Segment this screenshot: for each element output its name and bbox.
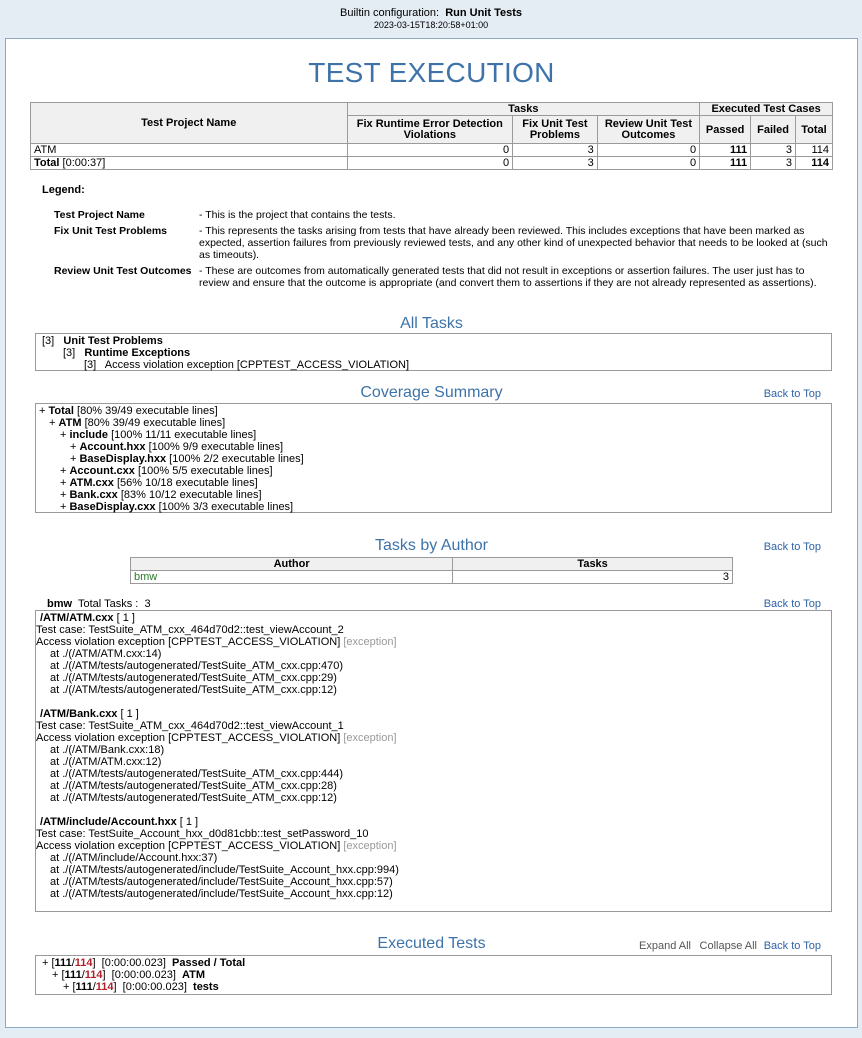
- tasks-by-author-title: Tasks by Author: [375, 537, 488, 554]
- coverage-node[interactable]: + ATM.cxx [56% 10/18 executable lines]: [60, 477, 258, 489]
- task-node-access-violation[interactable]: [3] Access violation exception [CPPTEST_ACCESS_VIOLATION]: [84, 359, 410, 371]
- legend: [54, 209, 834, 293]
- back-to-top-link[interactable]: Back to Top: [763, 940, 821, 952]
- config-name: Run Unit Tests: [445, 7, 522, 19]
- task-node-runtime-exceptions[interactable]: [3] Runtime Exceptions: [63, 347, 191, 359]
- coverage-node[interactable]: + ATM [80% 39/49 executable lines]: [49, 417, 226, 429]
- back-to-top-link[interactable]: Back to Top: [763, 598, 821, 610]
- coverage-node[interactable]: + Account.cxx [100% 5/5 executable lines]: [60, 465, 273, 477]
- col-tasks-header: Tasks: [347, 103, 700, 116]
- col-executed-header: Executed Test Cases: [700, 103, 833, 116]
- coverage-node[interactable]: + BaseDisplay.cxx [100% 3/3 executable lines]: [60, 501, 294, 513]
- back-to-top-link[interactable]: Back to Top: [763, 388, 821, 400]
- col-project-header: Test Project Name: [31, 103, 348, 144]
- expand-all-link[interactable]: Expand All: [639, 940, 691, 952]
- legend-title: Legend:: [42, 184, 85, 196]
- coverage-node[interactable]: + Bank.cxx [83% 10/12 executable lines]: [60, 489, 262, 501]
- coverage-node[interactable]: + Total [80% 39/49 executable lines]: [39, 405, 218, 417]
- executed-tests-tree: [35, 955, 832, 995]
- task-file-link[interactable]: /ATM/ATM.cxx: [40, 612, 114, 624]
- col-passed-header: Passed: [700, 116, 751, 144]
- total-row: Total [0:00:37] 0 3 0 111 3 114: [31, 157, 833, 170]
- coverage-node[interactable]: + include [100% 11/11 executable lines]: [60, 429, 257, 441]
- report-header: [0, 0, 862, 37]
- project-name: ATM: [31, 144, 348, 157]
- collapse-all-link[interactable]: Collapse All: [699, 940, 757, 952]
- executed-node[interactable]: + [111/114] [0:00:00.023] ATM: [52, 969, 206, 981]
- coverage-node[interactable]: + Account.hxx [100% 9/9 executable lines]: [70, 441, 284, 453]
- timestamp: 2023-03-15T18:20:58+01:00: [373, 20, 489, 30]
- col-failed-header: Failed: [751, 116, 796, 144]
- page-title: TEST EXECUTION: [308, 57, 555, 88]
- config-line: Builtin configuration: Run Unit Tests: [340, 7, 522, 19]
- task-file-link[interactable]: /ATM/include/Account.hxx: [40, 816, 177, 828]
- task-node-unit-test-problems[interactable]: [3] Unit Test Problems: [42, 335, 163, 347]
- task-file-link[interactable]: /ATM/Bank.cxx: [40, 708, 118, 720]
- legend-item: Fix Unit Test Problems - This represents the tasks arising from tests that have already been reviewed. This includes exceptions that have been marked as expected, assertion failures from previously reviewed tests, and any other kind of unexpected behavior that needs to be looked at (such as timeouts).: [54, 225, 828, 261]
- coverage-title: Coverage Summary: [360, 384, 503, 401]
- author-table: [130, 557, 733, 584]
- task-details-box: [35, 610, 832, 912]
- col-fix-unit-header: Fix Unit Test Problems: [513, 116, 598, 144]
- all-tasks-title: All Tasks: [400, 315, 463, 332]
- executed-node[interactable]: + [111/114] [0:00:00.023] Passed / Total: [42, 957, 246, 969]
- coverage-tree: [35, 403, 832, 513]
- legend-item: Test Project Name - This is the project that contains the tests.: [54, 209, 396, 221]
- col-total-header: Total: [796, 116, 833, 144]
- author-link[interactable]: bmw: [131, 571, 453, 584]
- report-page: [5, 38, 858, 1028]
- back-to-top-link[interactable]: Back to Top: [763, 541, 821, 553]
- executed-node[interactable]: + [111/114] [0:00:00.023] tests: [63, 981, 219, 993]
- author-detail-heading: bmw Total Tasks : 3: [47, 598, 151, 610]
- table-row: ATM 0 3 0 111 3 114: [31, 144, 833, 157]
- coverage-node[interactable]: + BaseDisplay.hxx [100% 2/2 executable lines]: [70, 453, 304, 465]
- col-author-header: Author: [131, 558, 453, 571]
- summary-table: [30, 102, 833, 170]
- col-tasks-header: Tasks: [453, 558, 733, 571]
- task-detail: /ATM/ATM.cxx [ 1 ] Test case: TestSuite_ATM_cxx_464d70d2::test_viewAccount_2 Access violation exception [CPPTEST_ACCESS_VIOLATION] [exception] at ./(/ATM/ATM.cxx:14) at ./(/ATM/tests/autogenerated/TestSuite_ATM_cxx.cpp:470) at ./(/ATM/tests/autogenerated/TestSuite_ATM_cxx.cpp:29) at ./(/ATM/tests/autogenerated/TestSuite_ATM_cxx.cpp:12): [36, 612, 397, 696]
- executed-tests-title: Executed Tests: [377, 935, 486, 952]
- task-detail: /ATM/Bank.cxx [ 1 ] Test case: TestSuite_ATM_cxx_464d70d2::test_viewAccount_1 Access violation exception [CPPTEST_ACCESS_VIOLATION] [exception] at ./(/ATM/Bank.cxx:18) at ./(/ATM/ATM.cxx:12) at ./(/ATM/tests/autogenerated/TestSuite_ATM_cxx.cpp:444) at ./(/ATM/tests/autogenerated/TestSuite_ATM_cxx.cpp:28) at ./(/ATM/tests/autogenerated/TestSuite_ATM_cxx.cpp:12): [36, 708, 397, 804]
- table-row: bmw 3: [131, 571, 733, 584]
- legend-item: Review Unit Test Outcomes - These are outcomes from automatically generated tests that did not result in exceptions or assertion failures. The user just has to review and ensure that the outcome is appropriate (and convert them to assertions if they are not already represented as assertions).: [54, 265, 817, 289]
- task-detail: /ATM/include/Account.hxx [ 1 ] Test case: TestSuite_Account_hxx_d0d81cbb::test_setPassword_10 Access violation exception [CPPTEST_ACCESS_VIOLATION] [exception] at ./(/ATM/include/Account.hxx:37) at ./(/ATM/tests/autogenerated/include/TestSuite_Account_hxx.cpp:994) at ./(/ATM/tests/autogenerated/include/TestSuite_Account_hxx.cpp:57) at ./(/ATM/tests/autogenerated/include/TestSuite_Account_hxx.cpp:12): [36, 816, 399, 900]
- col-review-header: Review Unit Test Outcomes: [597, 116, 699, 144]
- col-fix-runtime-header: Fix Runtime Error Detection Violations: [347, 116, 513, 144]
- all-tasks-box: [35, 333, 832, 371]
